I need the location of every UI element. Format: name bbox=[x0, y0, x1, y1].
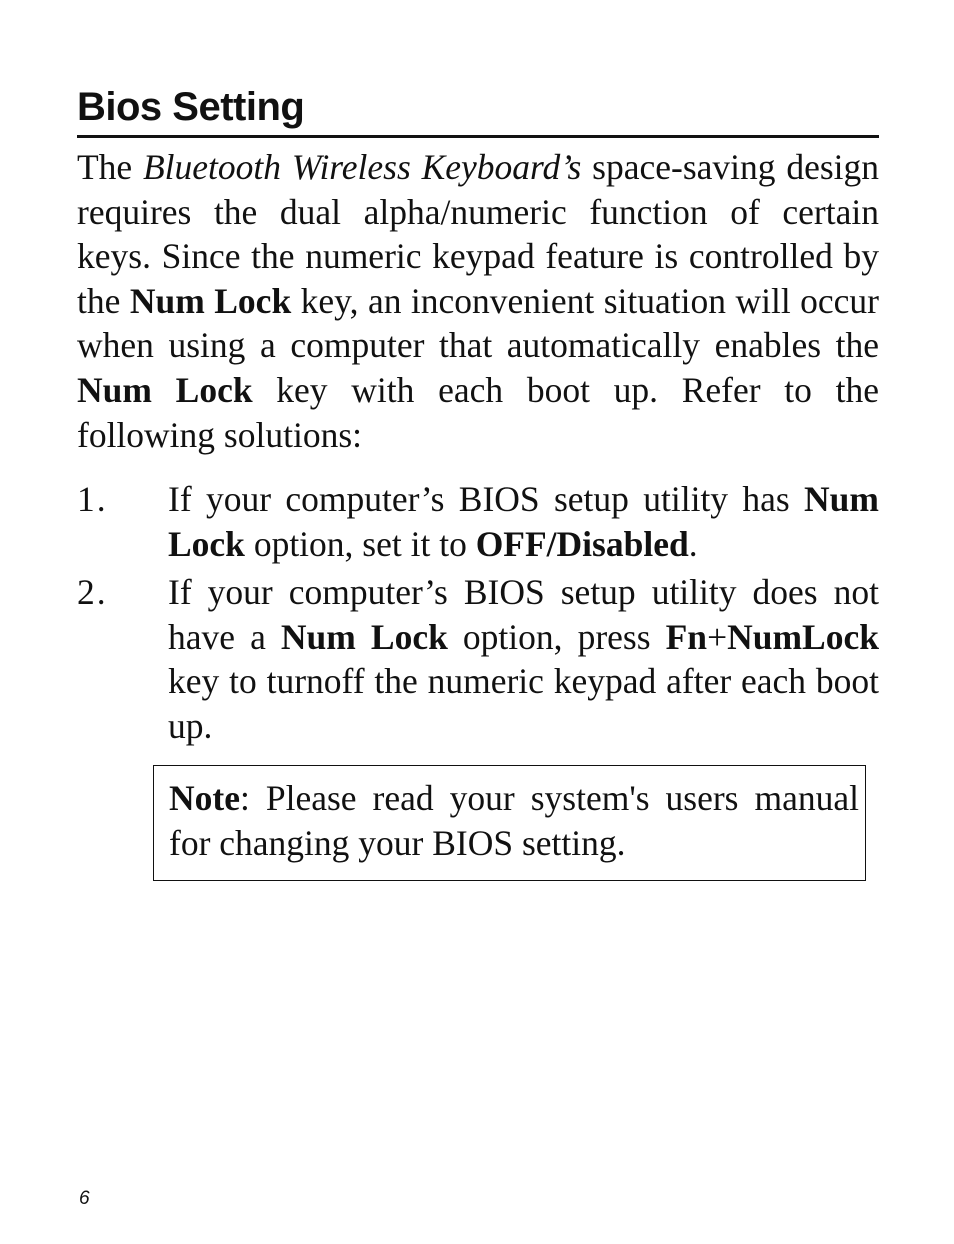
solution-1-text-1: If your computer’s BIOS setup utility has bbox=[168, 479, 805, 519]
solution-2-plus: + bbox=[707, 616, 728, 657]
solution-1-text-2: option, set it to bbox=[244, 523, 476, 564]
solution-2-text-2: option, press bbox=[447, 616, 666, 657]
section-heading bbox=[77, 84, 879, 138]
page-number: 6 bbox=[79, 1188, 90, 1209]
note-box bbox=[153, 765, 866, 881]
intro-paragraph bbox=[77, 145, 879, 457]
num-lock-key-1: Num Lock bbox=[129, 280, 292, 321]
solution-2-text-1: If your computer’s BIOS setup utility does not have a bbox=[168, 572, 879, 657]
solution-2-text-4: key to turnoff the numeric keypad after each boot up. bbox=[168, 661, 879, 746]
solution-number-2: 2. bbox=[77, 572, 108, 613]
solution-item-2 bbox=[77, 570, 879, 748]
solution-number-1: 1. bbox=[77, 479, 108, 519]
solution-body-2 bbox=[168, 572, 879, 746]
solution-1-off-disabled: OFF/Disabled bbox=[475, 523, 689, 564]
section-title: Bios Setting bbox=[77, 85, 305, 129]
intro-text-3: key, an inconvenient situation will occur when using a computer that automatically enables the bbox=[77, 280, 879, 366]
product-name: Bluetooth Wireless Keyboard’s bbox=[143, 147, 582, 187]
solution-1-text-3: . bbox=[688, 523, 698, 564]
solutions-list bbox=[77, 477, 879, 749]
note-label: Note bbox=[169, 778, 240, 818]
solution-item-1 bbox=[77, 477, 879, 566]
solution-2-fn-key: Fn bbox=[665, 616, 708, 657]
solution-body-1 bbox=[168, 479, 879, 564]
num-lock-key-2: Num Lock bbox=[77, 369, 253, 410]
solution-2-num-lock: Num Lock bbox=[280, 616, 448, 657]
solution-1-num-lock: Num Lock bbox=[168, 479, 879, 564]
intro-text-2: space-saving design requires the dual alpha/numeric function of certain keys. Since the numeric keypad feature is controlled by the bbox=[77, 147, 880, 321]
solution-2-numlock-key: NumLock bbox=[727, 616, 879, 657]
intro-text-4: key with each boot up. Refer to the following solutions: bbox=[77, 369, 879, 455]
intro-text-1: The bbox=[77, 147, 143, 187]
note-text: : Please read your system's users manual for changing your BIOS setting. bbox=[169, 778, 859, 863]
manual-page bbox=[77, 0, 879, 1244]
